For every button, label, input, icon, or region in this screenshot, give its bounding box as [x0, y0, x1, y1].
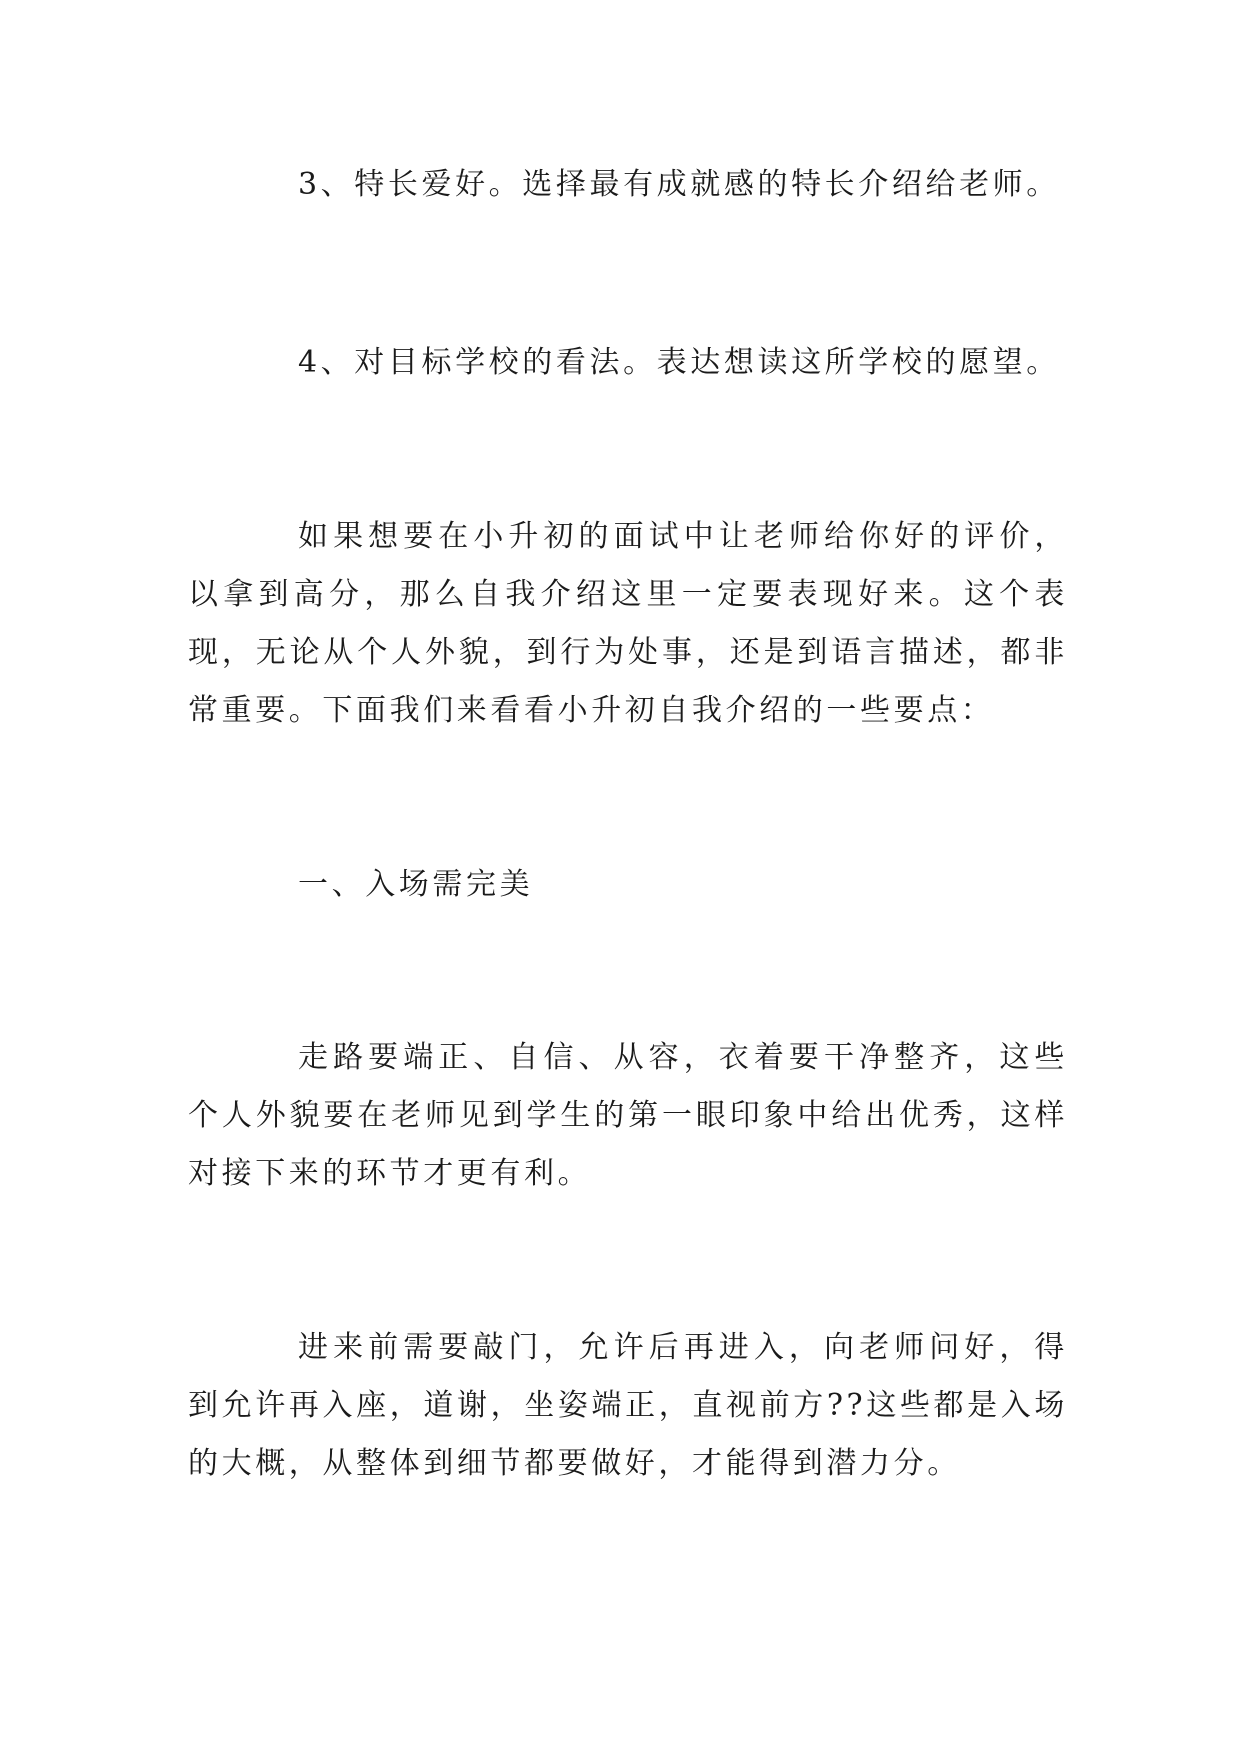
list-item-4: 4、对目标学校的看法。表达想读这所学校的愿望。 [298, 345, 1060, 380]
section-heading-entrance: 一、入场需完美 [298, 867, 534, 902]
entering-etiquette-paragraph: 进来前需要敲门，允许后再进入，向老师问好，得到允许再入座，道谢，坐姿端正，直视前方??这些都是入场的大概，从整体到细节都要做好，才能得到潜力分。 [188, 1330, 1068, 1481]
list-item-3: 3、特长爱好。选择最有成就感的特长介绍给老师。 [298, 167, 1060, 202]
walking-appearance-paragraph: 走路要端正、自信、从容，衣着要干净整齐，这些个人外貌要在老师见到学生的第一眼印象中给出优秀，这样对接下来的环节才更有利。 [188, 1040, 1068, 1191]
intro-paragraph: 如果想要在小升初的面试中让老师给你好的评价，以拿到高分，那么自我介绍这里一定要表现好来。这个表现，无论从个人外貌，到行为处事，还是到语言描述，都非常重要。下面我们来看看小升初自我介绍的一些要点： [188, 519, 1068, 728]
